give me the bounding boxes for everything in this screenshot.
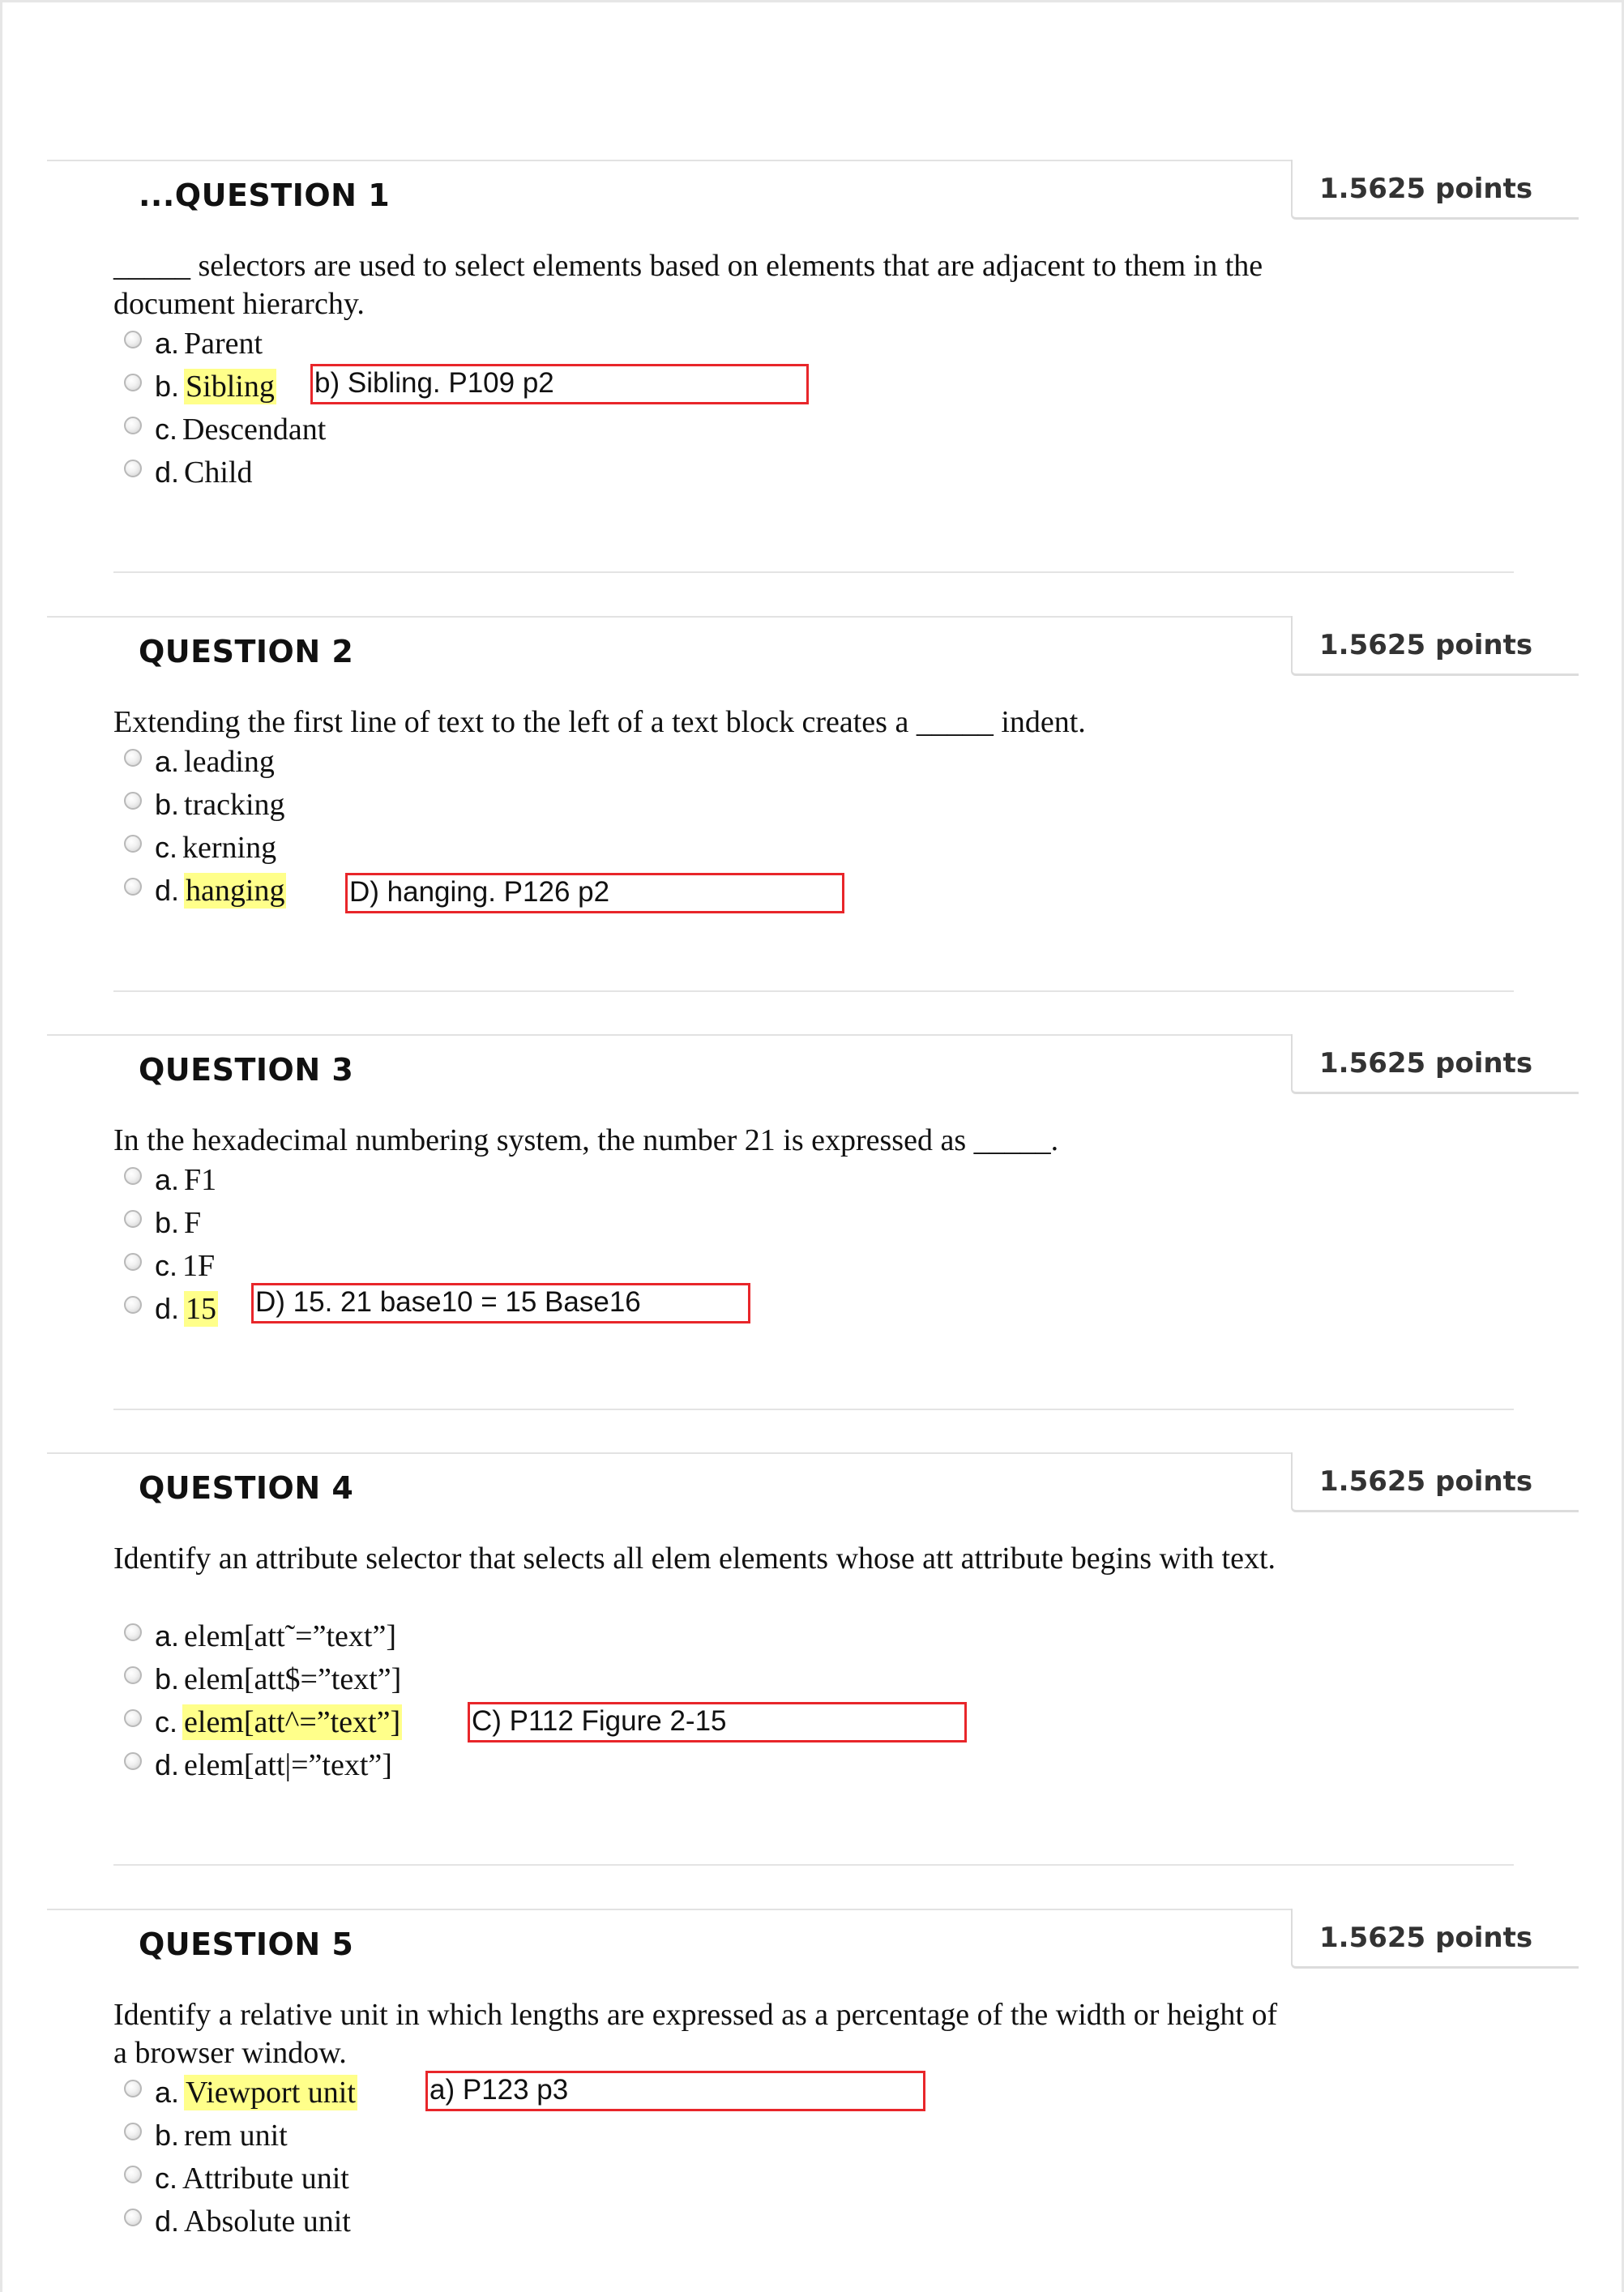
option-letter: b.: [155, 2119, 180, 2152]
option-a[interactable]: [124, 1616, 396, 1657]
option-b[interactable]: [124, 366, 276, 407]
radio-button[interactable]: [124, 1296, 142, 1314]
option-letter: c.: [155, 1249, 178, 1282]
radio-button[interactable]: [124, 749, 142, 767]
option-letter: a.: [155, 327, 180, 360]
answer-note: C) P112 Figure 2-15: [468, 1702, 967, 1743]
points-label: 1.5625 points: [1319, 1465, 1533, 1498]
radio-button[interactable]: [124, 374, 142, 391]
option-text: F: [184, 1206, 202, 1240]
option-text: Attribute unit: [182, 2162, 349, 2196]
option-letter: a.: [155, 1619, 180, 1653]
radio-button[interactable]: [124, 2209, 142, 2226]
option-text: elem[att˜=”text”]: [184, 1619, 396, 1653]
answer-note: a) P123 p3: [425, 2071, 925, 2111]
option-text-highlighted: Sibling: [186, 370, 275, 404]
question-title: ...QUESTION 1: [139, 177, 391, 213]
option-letter: a.: [155, 1163, 180, 1196]
question-separator: [113, 1409, 1514, 1410]
option-text: leading: [184, 745, 275, 779]
option-text: F1: [184, 1163, 217, 1197]
option-text: Parent: [184, 327, 263, 361]
radio-button[interactable]: [124, 2123, 142, 2140]
option-text: elem[att|=”text”]: [184, 1748, 392, 1782]
answer-note: D) 15. 21 base10 = 15 Base16: [251, 1283, 750, 1323]
option-c[interactable]: [124, 2158, 349, 2199]
option-letter: d.: [155, 455, 180, 489]
option-d[interactable]: [124, 2201, 351, 2242]
option-letter: b.: [155, 788, 180, 821]
question-text: Extending the first line of text to the left of a text block creates a _____ indent.: [113, 705, 1086, 739]
option-c[interactable]: [124, 827, 276, 868]
option-d[interactable]: [124, 1289, 218, 1329]
option-a[interactable]: [124, 2072, 357, 2113]
option-text-highlighted: hanging: [186, 874, 285, 908]
option-text-highlighted: Viewport unit: [186, 2076, 356, 2110]
radio-button[interactable]: [124, 1210, 142, 1228]
question-title: QUESTION 5: [139, 1926, 354, 1962]
radio-button[interactable]: [124, 878, 142, 896]
radio-button[interactable]: [124, 2166, 142, 2183]
option-text: rem unit: [184, 2119, 288, 2153]
points-label: 1.5625 points: [1319, 173, 1533, 205]
radio-button[interactable]: [124, 1709, 142, 1727]
option-c[interactable]: [124, 1246, 215, 1286]
option-text: tracking: [184, 788, 285, 822]
option-letter: d.: [155, 874, 180, 907]
option-a[interactable]: [124, 323, 263, 364]
question-text: Identify a relative unit in which lengths are expressed as a percentage of the width or height of a browser window.: [113, 1998, 1278, 2070]
option-letter: d.: [155, 2204, 180, 2238]
option-text: kerning: [182, 831, 277, 865]
option-letter: d.: [155, 1292, 180, 1325]
option-text: elem[att$=”text”]: [184, 1662, 402, 1696]
option-letter: b.: [155, 1206, 180, 1239]
option-a[interactable]: [124, 742, 275, 782]
radio-button[interactable]: [124, 1623, 142, 1641]
question-separator: [113, 1864, 1514, 1866]
option-c[interactable]: [124, 1702, 402, 1743]
option-d[interactable]: [124, 452, 253, 493]
option-d[interactable]: [124, 870, 286, 911]
answer-note: D) hanging. P126 p2: [345, 873, 844, 913]
option-letter: d.: [155, 1748, 180, 1781]
radio-button[interactable]: [124, 460, 142, 477]
option-b[interactable]: [124, 1203, 201, 1243]
radio-button[interactable]: [124, 1666, 142, 1684]
radio-button[interactable]: [124, 1752, 142, 1770]
radio-button[interactable]: [124, 1167, 142, 1185]
question-separator: [113, 571, 1514, 573]
points-label: 1.5625 points: [1319, 629, 1533, 661]
points-label: 1.5625 points: [1319, 1047, 1533, 1080]
question-text: _____ selectors are used to select elements based on elements that are adjacent to them in the document hierarchy.: [113, 249, 1263, 321]
option-b[interactable]: [124, 1659, 401, 1700]
question-title: QUESTION 3: [139, 1052, 354, 1088]
option-letter: c.: [155, 831, 178, 864]
option-text-highlighted: 15: [186, 1292, 217, 1326]
option-letter: c.: [155, 2162, 178, 2195]
option-b[interactable]: [124, 2115, 288, 2156]
radio-button[interactable]: [124, 417, 142, 434]
option-text-highlighted: elem[att^=”text”]: [184, 1705, 401, 1739]
radio-button[interactable]: [124, 792, 142, 810]
points-label: 1.5625 points: [1319, 1922, 1533, 1954]
option-d[interactable]: [124, 1745, 392, 1785]
option-letter: b.: [155, 1662, 180, 1695]
option-text: Descendant: [182, 413, 327, 447]
radio-button[interactable]: [124, 2080, 142, 2097]
option-c[interactable]: [124, 409, 326, 450]
option-text: Absolute unit: [184, 2204, 351, 2239]
option-b[interactable]: [124, 785, 285, 825]
radio-button[interactable]: [124, 835, 142, 853]
question-text: In the hexadecimal numbering system, the number 21 is expressed as _____.: [113, 1123, 1059, 1157]
radio-button[interactable]: [124, 1253, 142, 1271]
option-letter: a.: [155, 2076, 180, 2109]
option-letter: a.: [155, 745, 180, 778]
answer-note: b) Sibling. P109 p2: [310, 364, 809, 404]
option-letter: b.: [155, 370, 180, 403]
option-letter: c.: [155, 413, 178, 446]
question-title: QUESTION 2: [139, 634, 354, 669]
question-separator: [113, 990, 1514, 992]
option-letter: c.: [155, 1705, 178, 1738]
question-text: Identify an attribute selector that selects all elem elements whose att attribute begins with text.: [113, 1542, 1276, 1576]
option-a[interactable]: [124, 1160, 216, 1200]
question-title: QUESTION 4: [139, 1470, 354, 1506]
option-text: Child: [184, 455, 253, 490]
radio-button[interactable]: [124, 331, 142, 349]
option-text: 1F: [182, 1249, 216, 1283]
